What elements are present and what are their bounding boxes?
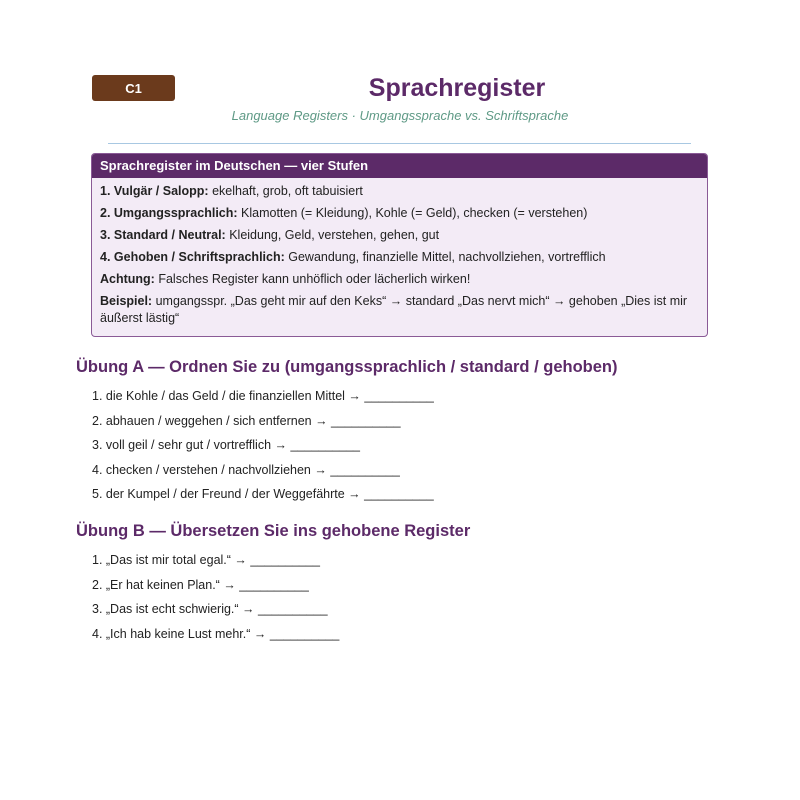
list-item: 2. „Er hat keinen Plan.“ → __________	[92, 577, 309, 592]
exercise-b-list	[92, 552, 339, 650]
list-item: 5. der Kumpel / der Freund / der Weggefährte → __________	[92, 487, 434, 501]
info-row-text: Kleidung, Geld, verstehen, gehen, gut	[225, 228, 440, 242]
info-row-vulgar	[100, 183, 699, 200]
list-item: 4. checken / verstehen / nachvollziehen → __________	[92, 462, 400, 477]
info-row-warning	[100, 271, 699, 288]
info-row-label: 2. Umgangssprachlich:	[100, 206, 238, 220]
info-row-label: 3. Standard / Neutral:	[100, 228, 226, 242]
info-row-example	[100, 293, 699, 327]
info-row-text: umgangsspr. „Das geht mir auf den Keks“ → standard „Das nervt mich“ → gehoben „Dies ist mir äußerst lästig“	[100, 294, 688, 325]
page-subtitle: Language Registers · Umgangssprache vs. Schriftsprache	[231, 108, 569, 123]
exercise-a-list	[92, 388, 434, 511]
info-box-body	[92, 178, 707, 336]
divider	[108, 143, 691, 144]
list-item: 1. „Das ist mir total egal.“ → __________	[92, 553, 320, 567]
info-row-text: Gewandung, finanzielle Mittel, nachvollziehen, vortrefflich	[284, 250, 606, 264]
info-row-text: ekelhaft, grob, oft tabuisiert	[208, 184, 363, 198]
list-item: 3. voll geil / sehr gut / vortrefflich → __________	[92, 438, 360, 452]
info-row-text: Falsches Register kann unhöflich oder lächerlich wirken!	[154, 272, 471, 286]
page-title: Sprachregister	[368, 74, 546, 102]
exercise-a-heading: Übung A — Ordnen Sie zu (umgangssprachlich / standard / gehoben)	[76, 358, 618, 376]
info-box	[91, 153, 708, 337]
info-row-label: Beispiel:	[100, 294, 153, 308]
list-item: 2. abhauen / weggehen / sich entfernen → __________	[92, 413, 401, 428]
info-row-colloquial	[100, 205, 699, 222]
exercise-b-heading: Übung B — Übersetzen Sie ins gehobene Register	[76, 522, 471, 540]
info-row-label: 4. Gehoben / Schriftsprachlich:	[100, 250, 285, 264]
list-item: 4. „Ich hab keine Lust mehr.“ → __________	[92, 626, 340, 641]
level-badge: C1	[92, 75, 175, 101]
list-item: 3. „Das ist echt schwierig.“ → __________	[92, 602, 328, 616]
info-box-title: Sprachregister im Deutschen — vier Stufen	[92, 154, 707, 178]
list-item: 1. die Kohle / das Geld / die finanziellen Mittel → __________	[92, 389, 434, 403]
info-row-label: Achtung:	[100, 272, 155, 286]
info-row-elevated	[100, 249, 699, 266]
info-row-standard	[100, 227, 699, 244]
info-row-text: Klamotten (= Kleidung), Kohle (= Geld), checken (= verstehen)	[237, 206, 588, 220]
info-row-label: 1. Vulgär / Salopp:	[100, 184, 209, 198]
